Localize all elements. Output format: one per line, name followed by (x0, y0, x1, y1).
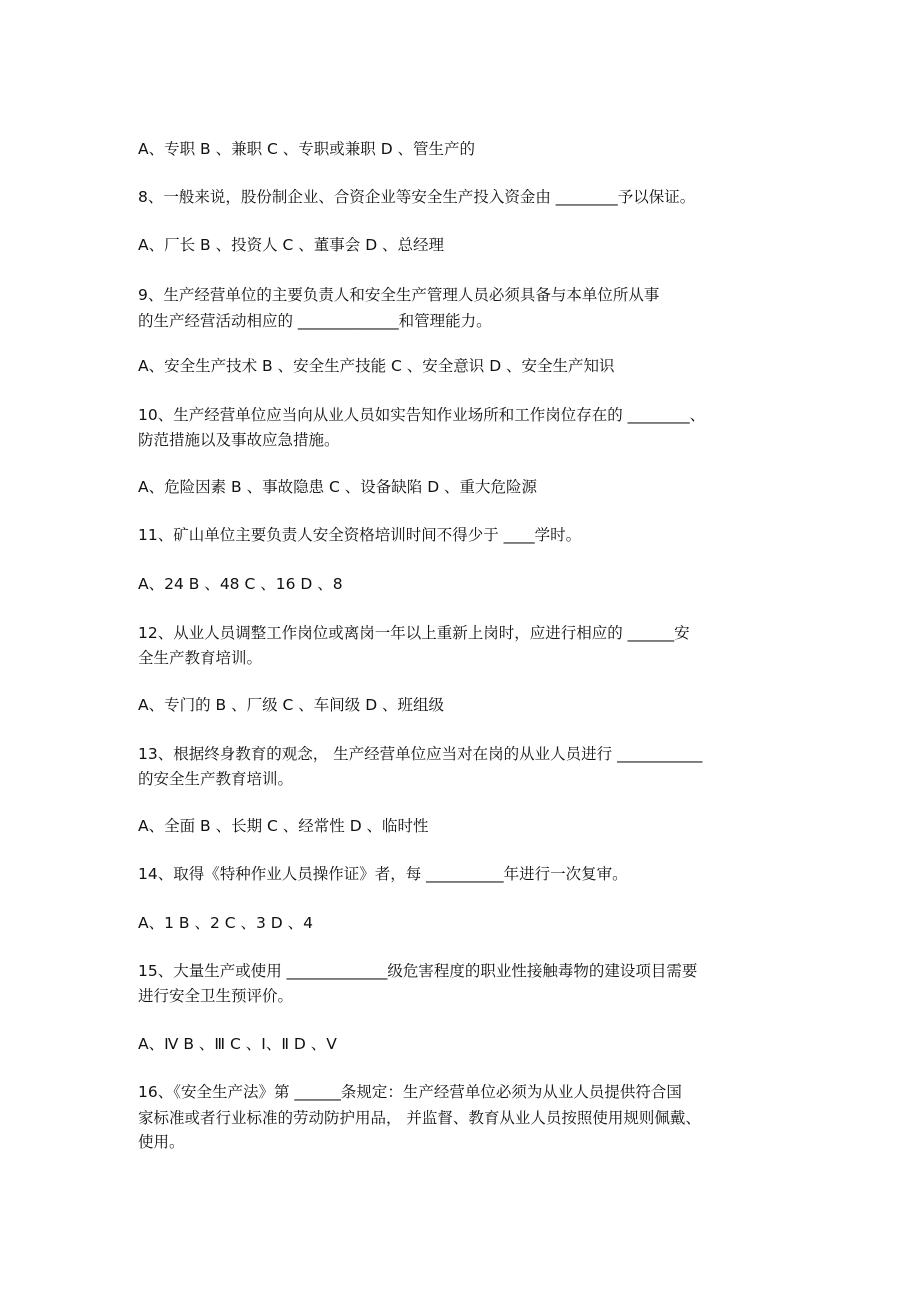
q9-options: A、安全生产技术 B 、安全生产技能 C 、安全意识 D 、安全生产知识 (138, 357, 615, 375)
q15-text-line1: 15、大量生产或使用 _____________级危害程度的职业性接触毒物的建设项目需要 (138, 962, 698, 980)
q12-text-line2: 全生产教育培训。 (138, 649, 263, 667)
q11-options: A、24 B 、48 C 、16 D 、8 (138, 575, 343, 593)
q10-options: A、危险因素 B 、事故隐患 C 、设备缺陷 D 、重大危险源 (138, 478, 538, 496)
q11-text: 11、矿山单位主要负责人安全资格培训时间不得少于 ____学时。 (138, 526, 582, 544)
q15-text-line2: 进行安全卫生预评价。 (138, 987, 294, 1005)
q10-text-line1: 10、生产经营单位应当向从业人员如实告知作业场所和工作岗位存在的 ________、 (138, 406, 706, 424)
q8-options: A、厂长 B 、投资人 C 、董事会 D 、总经理 (138, 236, 445, 254)
q16-text-line2: 家标准或者行业标准的劳动防护用品， 并监督、教育从业人员按照使用规则佩戴、 (138, 1109, 701, 1127)
q13-options: A、全面 B 、长期 C 、经常性 D 、临时性 (138, 817, 429, 835)
q7-options: A、专职 B 、兼职 C 、专职或兼职 D 、管生产的 (138, 140, 476, 158)
q16-text-line1: 16、《安全生产法》第 ______条规定：生产经营单位必须为从业人员提供符合国 (138, 1083, 682, 1101)
q14-text: 14、取得《特种作业人员操作证》者，每 __________年进行一次复审。 (138, 865, 628, 883)
q12-options: A、专门的 B 、厂级 C 、车间级 D 、班组级 (138, 696, 445, 714)
q14-options: A、1 B 、2 C 、3 D 、4 (138, 914, 314, 932)
q13-text-line1: 13、根据终身教育的观念， 生产经营单位应当对在岗的从业人员进行 ___________ (138, 745, 703, 763)
q16-text-line3: 使用。 (138, 1133, 185, 1151)
q9-text-line1: 9、生产经营单位的主要负责人和安全生产管理人员必须具备与本单位所从事 (138, 286, 660, 304)
q13-text-line2: 的安全生产教育培训。 (138, 770, 294, 788)
q10-text-line2: 防范措施以及事故应急措施。 (138, 431, 340, 449)
q8-text: 8、一般来说，股份制企业、合资企业等安全生产投入资金由 ________予以保证。 (138, 188, 696, 206)
q9-text-line2: 的生产经营活动相应的 _____________和管理能力。 (138, 312, 492, 330)
q12-text-line1: 12、从业人员调整工作岗位或离岗一年以上重新上岗时，应进行相应的 ______安 (138, 624, 690, 642)
q15-options: A、Ⅳ B 、Ⅲ C 、Ⅰ、Ⅱ D 、Ⅴ (138, 1035, 337, 1053)
